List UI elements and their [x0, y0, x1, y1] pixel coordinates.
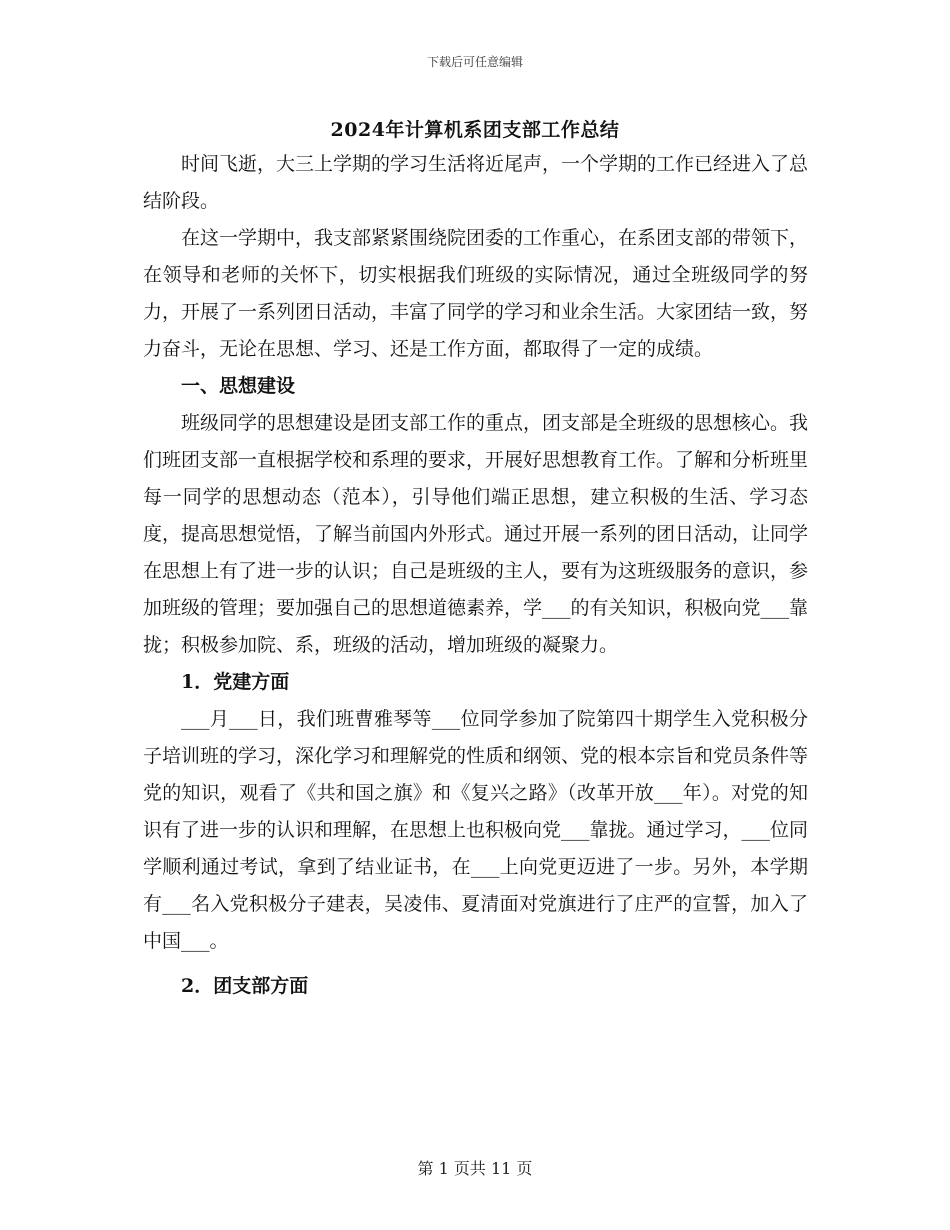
header-note: 下载后可任意编辑: [426, 55, 523, 69]
document-body: [143, 146, 808, 1005]
subsection-heading-party: 1．党建方面: [181, 671, 290, 693]
subsection-heading-league: 2．团支部方面: [181, 975, 309, 997]
paragraph-ideology: 班级同学的思想建设是团支部工作的重点，团支部是全班级的思想核心。我们班团支部一直根据学校和系理的要求，开展好思想教育工作。了解和分析班里每一同学的思想动态（范本），引导他们端正思想，建立积极的生活、学习态度，提高思想觉悟，了解当前国内外形式。通过开展一系列的团日活动，让同学在思想上有了进一步的认识；自己是班级的主人，要有为这班级服务的意识，参加班级的管理；要加强自己的思想道德素养，学___的有关知识，积极向党___靠拢；积极参加院、系，班级的活动，增加班级的凝聚力。: [143, 412, 809, 656]
page-footer: 第 1 页共 11 页: [417, 1159, 533, 1178]
document-title: 2024年计算机系团支部工作总结: [330, 119, 620, 141]
paragraph-party: ___月___日，我们班曹雅琴等___位同学参加了院第四十期学生入党积极分子培训班的学习，深化学习和理解党的性质和纲领、党的根本宗旨和党员条件等党的知识，观看了《共和国之旗》和《复兴之路》（改革开放___年）。对党的知识有了进一步的认识和理解，在思想上也积极向党___靠拢。通过学习，___位同学顺利通过考试，拿到了结业证书，在___上向党更迈进了一步。另外，本学期有___名入党积极分子建表，吴凌伟、夏清面对党旗进行了庄严的宣誓，加入了中国___。: [143, 708, 809, 952]
paragraph-overview: 在这一学期中，我支部紧紧围绕院团委的工作重心，在系团支部的带领下，在领导和老师的关怀下，切实根据我们班级的实际情况，通过全班级同学的努力，开展了一系列团日活动，丰富了同学的学习和业余生活。大家团结一致，努力奋斗，无论在思想、学习、还是工作方面，都取得了一定的成绩。: [143, 227, 809, 360]
section-heading-ideology: 一、思想建设: [181, 375, 296, 397]
paragraph-intro: 时间飞逝，大三上学期的学习生活将近尾声，一个学期的工作已经进入了总结阶段。: [143, 153, 809, 212]
